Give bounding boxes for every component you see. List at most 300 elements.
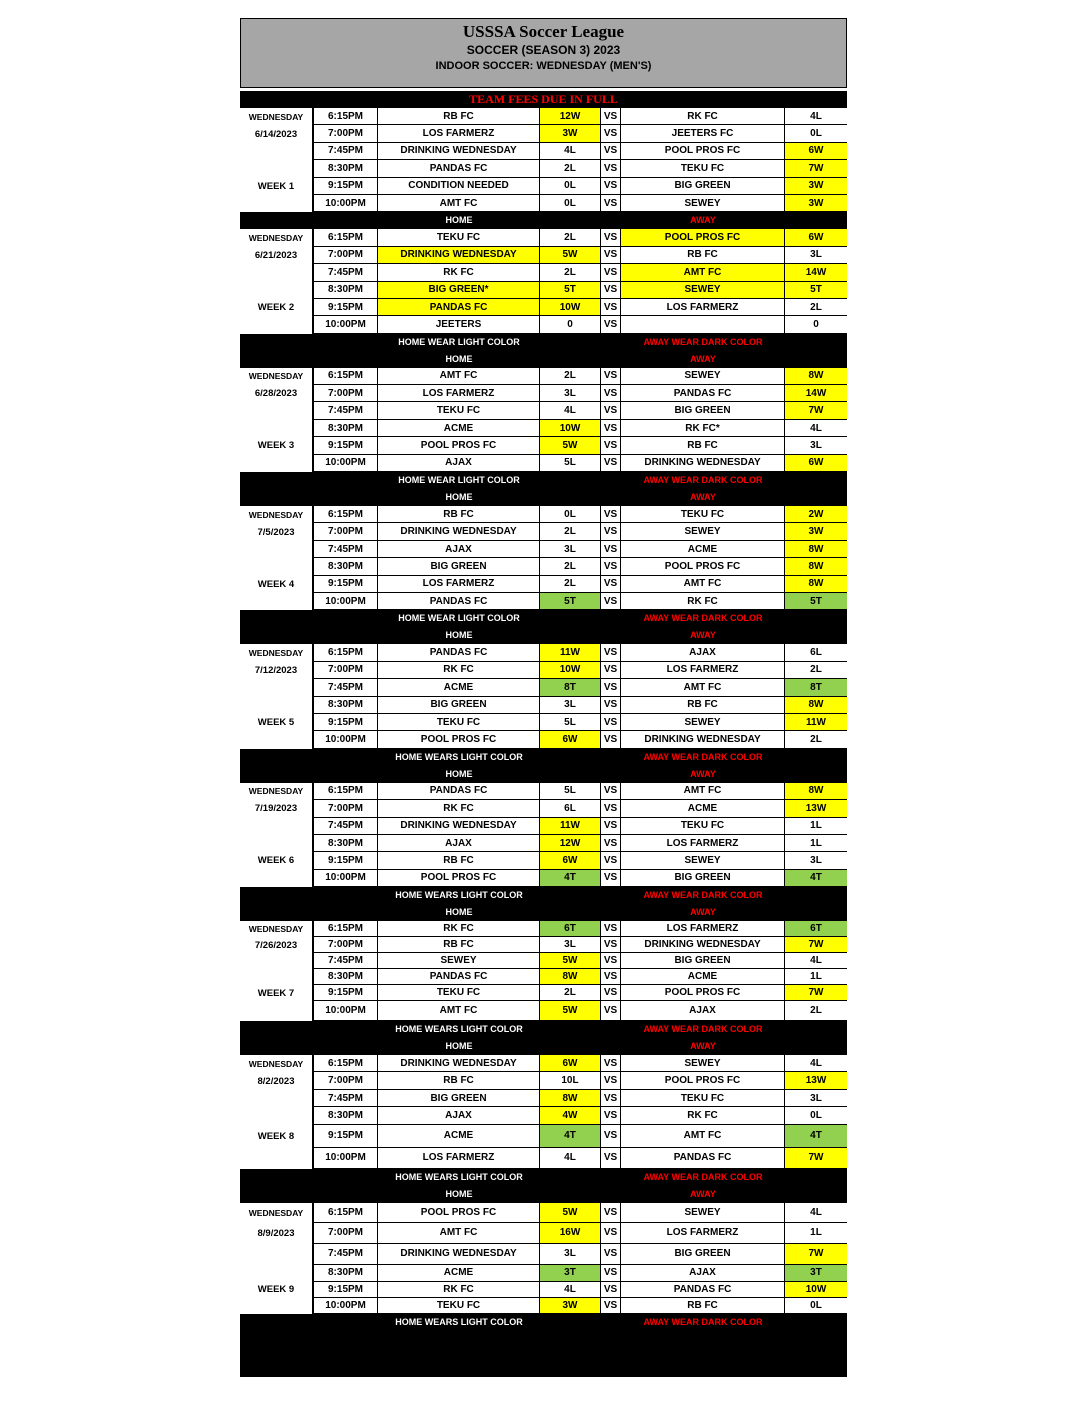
game-row	[240, 1090, 847, 1107]
home-score: 4L	[540, 1282, 601, 1298]
away-team: BIG GREEN	[621, 870, 785, 887]
week-label-spacer	[240, 731, 314, 748]
away-score: 13W	[785, 1072, 847, 1089]
away-score: 7W	[785, 160, 847, 177]
game-time: 10:00PM	[314, 870, 378, 887]
away-score: 11W	[785, 714, 847, 731]
game-row	[240, 455, 847, 472]
away-team: TEKU FC	[621, 160, 785, 177]
away-score: 0	[785, 316, 847, 333]
vs-label: VS	[601, 921, 621, 937]
home-score: 3L	[540, 1244, 601, 1265]
game-time: 9:15PM	[314, 437, 378, 454]
game-time: 8:30PM	[314, 835, 378, 852]
vs-label: VS	[601, 282, 621, 299]
away-team: RK FC*	[621, 420, 785, 437]
vs-label: VS	[601, 576, 621, 593]
bar-home-label: HOME	[445, 215, 473, 226]
vs-label: VS	[601, 662, 621, 679]
week-label-spacer	[240, 679, 314, 696]
game-time: 8:30PM	[314, 282, 378, 299]
away-team: AJAX	[621, 1001, 785, 1021]
division-title: INDOOR SOCCER: WEDNESDAY (MEN'S)	[435, 60, 652, 72]
game-row	[240, 714, 847, 731]
away-team	[621, 316, 785, 333]
away-team: TEKU FC	[621, 818, 785, 835]
week-label-spacer	[240, 969, 314, 985]
vs-label: VS	[601, 783, 621, 800]
away-score: 8W	[785, 783, 847, 800]
game-row	[240, 870, 847, 887]
home-team: RB FC	[378, 1072, 540, 1089]
away-team: ACME	[621, 800, 785, 817]
home-score: 6W	[540, 731, 601, 748]
week-day: WEDNESDAY	[240, 368, 314, 385]
home-team: BIG GREEN*	[378, 282, 540, 299]
game-time: 6:15PM	[314, 1055, 378, 1072]
home-team: AMT FC	[378, 1223, 540, 1244]
home-away-bar	[240, 351, 847, 368]
vs-label: VS	[601, 731, 621, 748]
game-time: 6:15PM	[314, 108, 378, 125]
away-team: JEETERS FC	[621, 125, 785, 142]
away-team: BIG GREEN	[621, 402, 785, 419]
away-team: PANDAS FC	[621, 385, 785, 402]
home-score: 10W	[540, 420, 601, 437]
home-score: 0L	[540, 195, 601, 212]
home-team: AMT FC	[378, 368, 540, 385]
game-row	[240, 937, 847, 953]
game-row	[240, 264, 847, 281]
vs-label: VS	[601, 852, 621, 869]
away-score: 3L	[785, 247, 847, 264]
game-time: 7:45PM	[314, 1244, 378, 1265]
week-label-spacer	[240, 835, 314, 852]
game-time: 8:30PM	[314, 1265, 378, 1282]
home-score: 2L	[540, 160, 601, 177]
home-score: 5T	[540, 593, 601, 610]
bar-away-label: AWAY WEAR DARK COLOR	[643, 475, 763, 486]
away-score: 4L	[785, 1055, 847, 1072]
home-score: 4T	[540, 870, 601, 887]
away-team: BIG GREEN	[621, 178, 785, 195]
vs-label: VS	[601, 368, 621, 385]
home-score: 3W	[540, 125, 601, 142]
bar-away-label: AWAY	[690, 1041, 716, 1052]
home-score: 2L	[540, 229, 601, 246]
vs-label: VS	[601, 800, 621, 817]
home-away-bar	[240, 1186, 847, 1203]
game-row	[240, 143, 847, 160]
game-time: 8:30PM	[314, 160, 378, 177]
game-time: 6:15PM	[314, 644, 378, 661]
week-label-spacer	[240, 1148, 314, 1169]
vs-label: VS	[601, 437, 621, 454]
home-team: POOL PROS FC	[378, 870, 540, 887]
vs-label: VS	[601, 1203, 621, 1223]
dress-code-bar	[240, 334, 847, 351]
home-team: DRINKING WEDNESDAY	[378, 1244, 540, 1265]
home-team: DRINKING WEDNESDAY	[378, 818, 540, 835]
home-score: 10W	[540, 299, 601, 316]
vs-label: VS	[601, 985, 621, 1001]
game-time: 9:15PM	[314, 576, 378, 593]
bar-home-label: HOME	[445, 1041, 473, 1052]
away-team: AMT FC	[621, 576, 785, 593]
home-team: RK FC	[378, 921, 540, 937]
home-team: PANDAS FC	[378, 644, 540, 661]
week-label-spacer	[240, 143, 314, 160]
game-row	[240, 402, 847, 419]
bar-away-label: AWAY WEAR DARK COLOR	[643, 1171, 763, 1182]
game-row	[240, 1203, 847, 1223]
game-time: 8:30PM	[314, 1107, 378, 1124]
home-score: 12W	[540, 835, 601, 852]
home-score: 10L	[540, 1072, 601, 1089]
vs-label: VS	[601, 108, 621, 125]
game-row	[240, 1298, 847, 1314]
home-score: 0	[540, 316, 601, 333]
bar-home-label: HOME WEAR LIGHT COLOR	[398, 336, 520, 347]
game-row	[240, 1148, 847, 1169]
week-number: WEEK 2	[240, 299, 314, 316]
away-score: 2W	[785, 506, 847, 523]
away-score: 3L	[785, 852, 847, 869]
home-team: DRINKING WEDNESDAY	[378, 143, 540, 160]
away-score: 3W	[785, 523, 847, 540]
vs-label: VS	[601, 229, 621, 246]
week-number: WEEK 1	[240, 178, 314, 195]
game-time: 10:00PM	[314, 316, 378, 333]
week-number: WEEK 8	[240, 1125, 314, 1148]
away-team: BIG GREEN	[621, 953, 785, 969]
game-time: 9:15PM	[314, 299, 378, 316]
home-team: PANDAS FC	[378, 593, 540, 610]
home-team: POOL PROS FC	[378, 1203, 540, 1223]
away-score: 0L	[785, 125, 847, 142]
game-time: 10:00PM	[314, 1001, 378, 1021]
away-score: 3L	[785, 437, 847, 454]
game-time: 9:15PM	[314, 714, 378, 731]
away-team: POOL PROS FC	[621, 229, 785, 246]
vs-label: VS	[601, 402, 621, 419]
home-team: ACME	[378, 679, 540, 696]
game-time: 7:00PM	[314, 125, 378, 142]
game-row	[240, 1001, 847, 1021]
away-score: 2L	[785, 1001, 847, 1021]
game-time: 8:30PM	[314, 969, 378, 985]
game-time: 7:45PM	[314, 402, 378, 419]
week-number: WEEK 9	[240, 1282, 314, 1298]
home-team: RB FC	[378, 852, 540, 869]
home-team: RB FC	[378, 108, 540, 125]
home-score: 5T	[540, 282, 601, 299]
away-score: 7W	[785, 402, 847, 419]
home-score: 12W	[540, 108, 601, 125]
away-team: SEWEY	[621, 195, 785, 212]
home-score: 5L	[540, 455, 601, 472]
week-day: WEDNESDAY	[240, 229, 314, 246]
game-time: 7:45PM	[314, 818, 378, 835]
vs-label: VS	[601, 1148, 621, 1169]
game-time: 7:00PM	[314, 662, 378, 679]
week-label-spacer	[240, 195, 314, 212]
away-team: POOL PROS FC	[621, 143, 785, 160]
home-team: TEKU FC	[378, 229, 540, 246]
bar-home-label: HOME	[445, 630, 473, 641]
game-row	[240, 969, 847, 985]
week-label-spacer	[240, 697, 314, 714]
game-row	[240, 1072, 847, 1089]
game-row	[240, 160, 847, 177]
away-score: 6W	[785, 143, 847, 160]
game-row	[240, 125, 847, 142]
home-score: 10W	[540, 662, 601, 679]
vs-label: VS	[601, 160, 621, 177]
home-score: 5L	[540, 714, 601, 731]
game-row	[240, 541, 847, 558]
league-title: USSSA Soccer League	[462, 22, 625, 41]
home-team: RK FC	[378, 1282, 540, 1298]
game-time: 7:00PM	[314, 523, 378, 540]
home-team: POOL PROS FC	[378, 437, 540, 454]
game-time: 10:00PM	[314, 593, 378, 610]
week-date: 7/26/2023	[240, 937, 314, 953]
vs-label: VS	[601, 1223, 621, 1244]
game-row	[240, 852, 847, 869]
away-team: AMT FC	[621, 679, 785, 696]
away-score: 2L	[785, 731, 847, 748]
game-row	[240, 1265, 847, 1282]
vs-label: VS	[601, 714, 621, 731]
game-row	[240, 818, 847, 835]
game-time: 9:15PM	[314, 852, 378, 869]
game-row	[240, 783, 847, 800]
game-time: 7:45PM	[314, 953, 378, 969]
home-team: BIG GREEN	[378, 1090, 540, 1107]
home-team: PANDAS FC	[378, 783, 540, 800]
week-number: WEEK 5	[240, 714, 314, 731]
away-team: ACME	[621, 541, 785, 558]
home-away-bar	[240, 1038, 847, 1055]
home-score: 11W	[540, 644, 601, 661]
week-date: 6/14/2023	[240, 125, 314, 142]
game-time: 6:15PM	[314, 921, 378, 937]
game-time: 10:00PM	[314, 455, 378, 472]
home-score: 3W	[540, 1298, 601, 1314]
game-row	[240, 593, 847, 610]
bar-home-label: HOME WEARS LIGHT COLOR	[395, 1024, 523, 1035]
week-date: 8/9/2023	[240, 1223, 314, 1244]
home-team: AJAX	[378, 541, 540, 558]
home-score: 6W	[540, 1055, 601, 1072]
bar-home-label: HOME	[445, 768, 473, 779]
away-team: LOS FARMERZ	[621, 921, 785, 937]
away-team: SEWEY	[621, 1203, 785, 1223]
game-row	[240, 800, 847, 817]
away-score: 6L	[785, 644, 847, 661]
away-team: SEWEY	[621, 1055, 785, 1072]
away-score: 2L	[785, 299, 847, 316]
vs-label: VS	[601, 1265, 621, 1282]
home-score: 8T	[540, 679, 601, 696]
vs-label: VS	[601, 541, 621, 558]
schedule-sheet	[240, 18, 847, 1377]
game-time: 8:30PM	[314, 697, 378, 714]
game-row	[240, 282, 847, 299]
game-time: 7:00PM	[314, 1223, 378, 1244]
away-team: RK FC	[621, 593, 785, 610]
home-score: 2L	[540, 558, 601, 575]
home-team: AMT FC	[378, 1001, 540, 1021]
vs-label: VS	[601, 1298, 621, 1314]
vs-label: VS	[601, 1055, 621, 1072]
bar-away-label: AWAY WEAR DARK COLOR	[643, 1316, 763, 1327]
home-score: 2L	[540, 368, 601, 385]
vs-label: VS	[601, 385, 621, 402]
game-row	[240, 368, 847, 385]
bar-away-label: AWAY	[690, 630, 716, 641]
away-score: 5T	[785, 593, 847, 610]
home-score: 5W	[540, 437, 601, 454]
vs-label: VS	[601, 1090, 621, 1107]
game-time: 7:45PM	[314, 541, 378, 558]
away-team: AJAX	[621, 1265, 785, 1282]
game-row	[240, 299, 847, 316]
bar-home-label: HOME	[445, 353, 473, 364]
away-team: SEWEY	[621, 523, 785, 540]
game-row	[240, 697, 847, 714]
week-label-spacer	[240, 264, 314, 281]
week-day: WEDNESDAY	[240, 108, 314, 125]
week-day: WEDNESDAY	[240, 1055, 314, 1072]
away-team: RB FC	[621, 247, 785, 264]
home-team: AJAX	[378, 835, 540, 852]
away-score: 13W	[785, 800, 847, 817]
game-row	[240, 835, 847, 852]
home-team: RK FC	[378, 662, 540, 679]
away-score: 1L	[785, 969, 847, 985]
bar-away-label: AWAY WEAR DARK COLOR	[643, 1024, 763, 1035]
home-score: 4L	[540, 1148, 601, 1169]
season-title: SOCCER (SEASON 3) 2023	[466, 43, 621, 57]
game-row	[240, 1282, 847, 1298]
away-team: POOL PROS FC	[621, 985, 785, 1001]
away-team: POOL PROS FC	[621, 1072, 785, 1089]
game-row	[240, 1244, 847, 1265]
away-score: 4L	[785, 1203, 847, 1223]
game-time: 9:15PM	[314, 178, 378, 195]
game-time: 6:15PM	[314, 368, 378, 385]
week-label-spacer	[240, 1298, 314, 1314]
game-row	[240, 953, 847, 969]
vs-label: VS	[601, 969, 621, 985]
week-day: WEDNESDAY	[240, 783, 314, 800]
vs-label: VS	[601, 679, 621, 696]
home-score: 11W	[540, 818, 601, 835]
week-date: 6/28/2023	[240, 385, 314, 402]
home-score: 5W	[540, 247, 601, 264]
home-team: ACME	[378, 1125, 540, 1148]
game-row	[240, 679, 847, 696]
home-away-bar	[240, 212, 847, 229]
home-score: 0L	[540, 178, 601, 195]
game-row	[240, 178, 847, 195]
game-row	[240, 1125, 847, 1148]
home-team: SEWEY	[378, 953, 540, 969]
home-team: TEKU FC	[378, 714, 540, 731]
away-team: DRINKING WEDNESDAY	[621, 937, 785, 953]
dress-code-bar	[240, 887, 847, 904]
week-date: 7/19/2023	[240, 800, 314, 817]
game-time: 7:00PM	[314, 1072, 378, 1089]
dress-code-bar	[240, 472, 847, 489]
week-number: WEEK 7	[240, 985, 314, 1001]
vs-label: VS	[601, 247, 621, 264]
bar-away-label: AWAY	[690, 492, 716, 503]
away-score: 8W	[785, 576, 847, 593]
week-label-spacer	[240, 1265, 314, 1282]
away-score: 4L	[785, 420, 847, 437]
home-team: LOS FARMERZ	[378, 1148, 540, 1169]
home-team: LOS FARMERZ	[378, 125, 540, 142]
home-away-bar	[240, 904, 847, 921]
away-score: 4T	[785, 870, 847, 887]
home-team: TEKU FC	[378, 402, 540, 419]
bar-away-label: AWAY	[690, 353, 716, 364]
week-label-spacer	[240, 870, 314, 887]
game-time: 6:15PM	[314, 783, 378, 800]
bar-away-label: AWAY	[690, 768, 716, 779]
away-score: 0L	[785, 1107, 847, 1124]
bar-away-label: AWAY	[690, 907, 716, 918]
away-score: 10W	[785, 1282, 847, 1298]
away-score: 8W	[785, 541, 847, 558]
home-score: 2L	[540, 576, 601, 593]
home-team: RK FC	[378, 264, 540, 281]
game-time: 7:00PM	[314, 800, 378, 817]
game-time: 9:15PM	[314, 1125, 378, 1148]
vs-label: VS	[601, 1244, 621, 1265]
vs-label: VS	[601, 455, 621, 472]
vs-label: VS	[601, 420, 621, 437]
week-label-spacer	[240, 160, 314, 177]
game-time: 10:00PM	[314, 1148, 378, 1169]
away-score: 4L	[785, 108, 847, 125]
away-score: 6W	[785, 229, 847, 246]
game-row	[240, 195, 847, 212]
home-team: RB FC	[378, 506, 540, 523]
vs-label: VS	[601, 125, 621, 142]
week-day: WEDNESDAY	[240, 921, 314, 937]
bar-home-label: HOME WEARS LIGHT COLOR	[395, 890, 523, 901]
home-team: LOS FARMERZ	[378, 576, 540, 593]
game-row	[240, 316, 847, 333]
away-score: 4T	[785, 1125, 847, 1148]
home-team: BIG GREEN	[378, 697, 540, 714]
home-score: 8W	[540, 969, 601, 985]
dress-code-bar	[240, 1169, 847, 1186]
vs-label: VS	[601, 1107, 621, 1124]
game-row	[240, 1055, 847, 1072]
away-team: LOS FARMERZ	[621, 835, 785, 852]
game-row	[240, 731, 847, 748]
home-score: 4L	[540, 143, 601, 160]
away-team: SEWEY	[621, 852, 785, 869]
away-score: 6T	[785, 921, 847, 937]
game-row	[240, 576, 847, 593]
home-team: PANDAS FC	[378, 299, 540, 316]
